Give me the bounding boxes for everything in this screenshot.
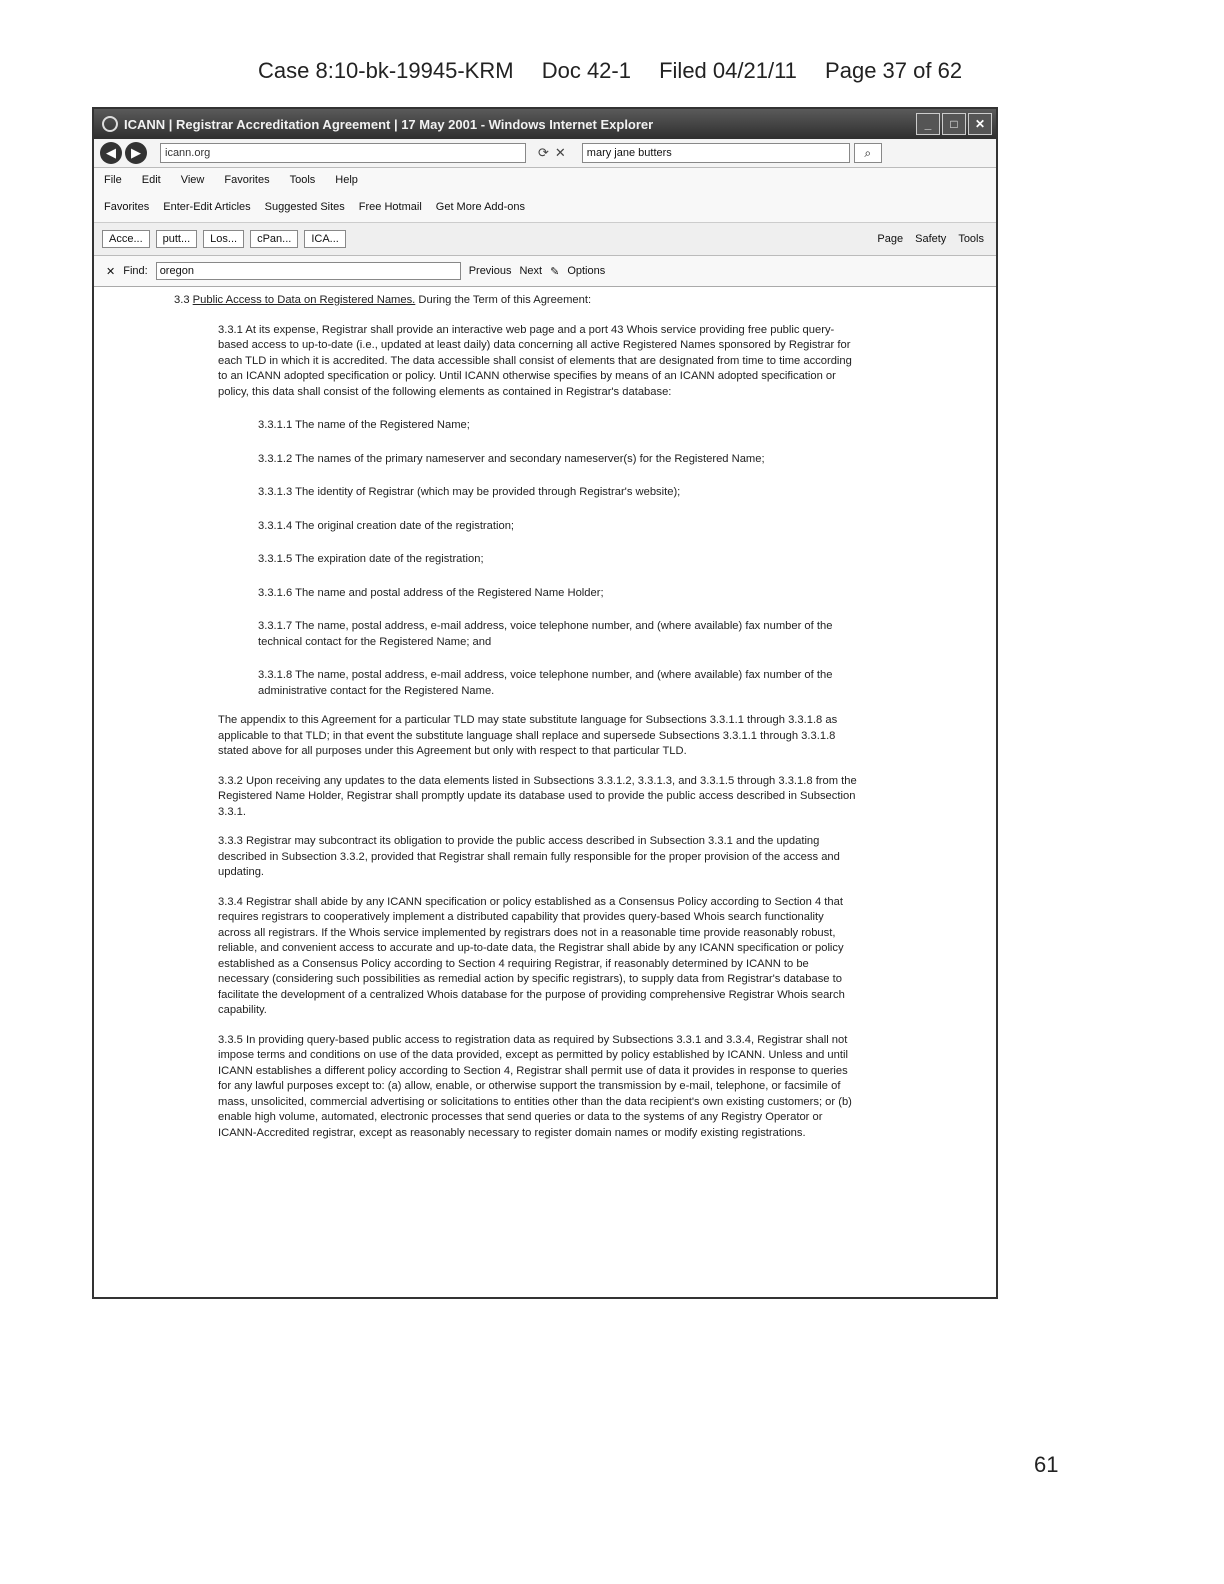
paragraph-3-3-5: 3.3.5 In providing query-based public access to registration data as required by Subsections 3.3.1 and 3.3.4, Registrar shall not impose terms and conditions on use of the data provided, except as permitted by policy established by ICANN. Unless and until ICANN establishes a different policy according to Section 4, Registrar shall permit use of data it provides in response to queries for any lawful purposes except to: (a) allow, enable, or otherwise support the transmission by e-mail, telephone, or facsimile of mass, unsolicited, commercial advertising or solicitations to entities other than the data recipient's own existing customers; or (b) enable high volume, automated, electronic processes that send queries or data to the systems of any Registry Operator or ICANN-Accredited registrar, except as reasonably necessary to register domain names or modify existing registrations. [218, 1033, 852, 1139]
page-indicator: Page 37 of 62 [825, 58, 963, 83]
menu-view[interactable]: View [180, 174, 205, 186]
menu-edit[interactable]: Edit [141, 174, 161, 186]
maximize-button[interactable]: □ [942, 113, 966, 135]
list-item: 3.3.1.4 The original creation date of the registration; [258, 519, 515, 532]
fav-get-more-addons[interactable]: Get More Add-ons [435, 201, 526, 213]
fav-free-hotmail[interactable]: Free Hotmail [358, 201, 422, 213]
command-bar [877, 233, 996, 245]
minimize-button[interactable]: _ [916, 113, 940, 135]
address-tools-icon[interactable]: ⟳✕ [538, 145, 572, 160]
heading-link[interactable]: Public Access to Data on Registered Names. [192, 294, 416, 306]
tab-5[interactable]: ICA... [304, 230, 346, 248]
menu-favorites[interactable]: Favorites [224, 174, 270, 186]
browser-window [92, 107, 998, 1299]
fav-enter-edit-articles[interactable]: Enter-Edit Articles [163, 201, 251, 213]
list-item: 3.3.1.3 The identity of Registrar (which may be provided through Registrar's website); [258, 486, 681, 498]
page-number: 61 [1034, 1452, 1059, 1477]
list-item: 3.3.1.2 The names of the primary nameserver and secondary nameserver(s) for the Registered Name; [258, 452, 765, 465]
close-button[interactable]: ✕ [968, 113, 992, 135]
menu-file[interactable]: File [104, 174, 122, 186]
favorites-bar [94, 192, 996, 223]
paragraph-3-3-3: 3.3.3 Registrar may subcontract its obligation to provide the public access described in Subsection 3.3.1 and the updating described in Subsection 3.3.2, provided that Registrar shall remain fully responsible for the proper provision of the access and updating. [218, 835, 840, 878]
paragraph-3-3-2: 3.3.2 Upon receiving any updates to the data elements listed in Subsections 3.3.1.2, 3.3.1.3, and 3.3.1.5 through 3.3.1.8 from the Registered Name Holder, Registrar shall promptly update its database used to provide the public access described in Subsection 3.3.1. [218, 774, 857, 818]
case-number: Case 8:10-bk-19945-KRM [258, 58, 514, 83]
find-bar [94, 256, 996, 287]
find-input[interactable]: oregon [156, 262, 461, 280]
section-heading: 3.3 Public Access to Data on Registered Names. During the Term of this Agreement: [174, 294, 592, 306]
url-field[interactable]: icann.org [160, 143, 526, 163]
page-content [94, 287, 996, 1141]
tab-3[interactable]: Los... [203, 230, 244, 248]
list-item: 3.3.1.1 The name of the Registered Name; [258, 419, 470, 431]
find-label: Find: [123, 265, 148, 277]
window-controls [916, 113, 992, 135]
case-header [258, 58, 984, 84]
tab-4[interactable]: cPan... [250, 230, 298, 248]
safety-menu[interactable]: Safety [915, 233, 947, 245]
find-previous-button[interactable]: Previous [468, 265, 512, 277]
favorites-button[interactable]: Favorites [104, 201, 150, 213]
ie-logo-icon [102, 116, 118, 132]
paragraph-3-3-1: 3.3.1 At its expense, Registrar shall provide an interactive web page and a port 43 Whois service providing free public query-based access to up-to-date (i.e., updated at least daily) data concerning all active Registered Names sponsored by Registrar for each TLD in which it is accredited. The data accessible shall consist of elements that are designated from time to time according to an ICANN adopted specification or policy. Until ICANN otherwise specifies by means of an ICANN adopted specification or policy, this data shall consist of the following elements as contained in Registrar's database: [218, 323, 852, 398]
tab-2[interactable]: putt... [156, 230, 198, 248]
find-next-button[interactable]: Next [519, 265, 543, 277]
fav-suggested-sites[interactable]: Suggested Sites [264, 201, 345, 213]
menu-help[interactable]: Help [335, 174, 358, 186]
paragraph-3-3-4: 3.3.4 Registrar shall abide by any ICANN specification or policy established as a Consensus Policy according to Section 4 that requires registrars to cooperatively implement a distributed capability that provides query-based Whois search functionality across all registrars. If the Whois service implemented by registrars does not in a reasonable time provide reasonably robust, reliable, and convenient access to accurate and up-to-date data, the Registrar shall abide by any ICANN specification or policy established as a Consensus Policy according to Section 4 requiring Registrar, if reasonably determined by ICANN to be necessary (considering such possibilities as remedial action by specific registrars), to supply data from Registrar's database to facilitate the development of a centralized Whois database for the purpose of providing comprehensive Registrar Whois search capability. [218, 895, 845, 1016]
title-bar [94, 109, 996, 139]
filed-date: Filed 04/21/11 [659, 58, 797, 83]
tab-bar [94, 223, 996, 256]
page-menu[interactable]: Page [877, 233, 904, 245]
forward-button[interactable]: ▶ [125, 142, 147, 164]
find-highlight-icon[interactable]: ✎ [550, 265, 560, 278]
find-close-icon[interactable]: ✕ [106, 265, 116, 278]
tab-1[interactable]: Acce... [102, 230, 150, 248]
list-item: 3.3.1.5 The expiration date of the registration; [258, 553, 484, 565]
doc-number: Doc 42-1 [541, 58, 631, 83]
window-title: ICANN | Registrar Accreditation Agreement | 17 May 2001 - Windows Internet Explorer [124, 116, 654, 132]
back-button[interactable]: ◀ [100, 142, 122, 164]
address-bar [94, 139, 996, 168]
tools-menu[interactable]: Tools [958, 233, 984, 245]
list-item: 3.3.1.8 The name, postal address, e-mail address, voice telephone number, and (where available) fax number of the administrative contact for the Registered Name. [258, 669, 833, 697]
menu-bar [94, 168, 996, 192]
paragraph-appendix: The appendix to this Agreement for a particular TLD may state substitute language for Subsections 3.3.1.1 through 3.3.1.8 as applicable to that TLD; in that event the substitute language shall replace and supersede Subsections 3.3.1.1 through 3.3.1.8 stated above for all purposes under this Agreement but only with respect to that particular TLD. [218, 714, 838, 757]
search-icon[interactable]: ⌕ [854, 143, 882, 163]
list-item: 3.3.1.7 The name, postal address, e-mail address, voice telephone number, and (where available) fax number of the technical contact for the Registered Name; and [258, 620, 833, 648]
list-item: 3.3.1.6 The name and postal address of the Registered Name Holder; [258, 586, 604, 599]
search-input[interactable]: mary jane butters [582, 143, 850, 163]
menu-tools[interactable]: Tools [289, 174, 316, 186]
find-options-button[interactable]: Options [567, 265, 606, 277]
